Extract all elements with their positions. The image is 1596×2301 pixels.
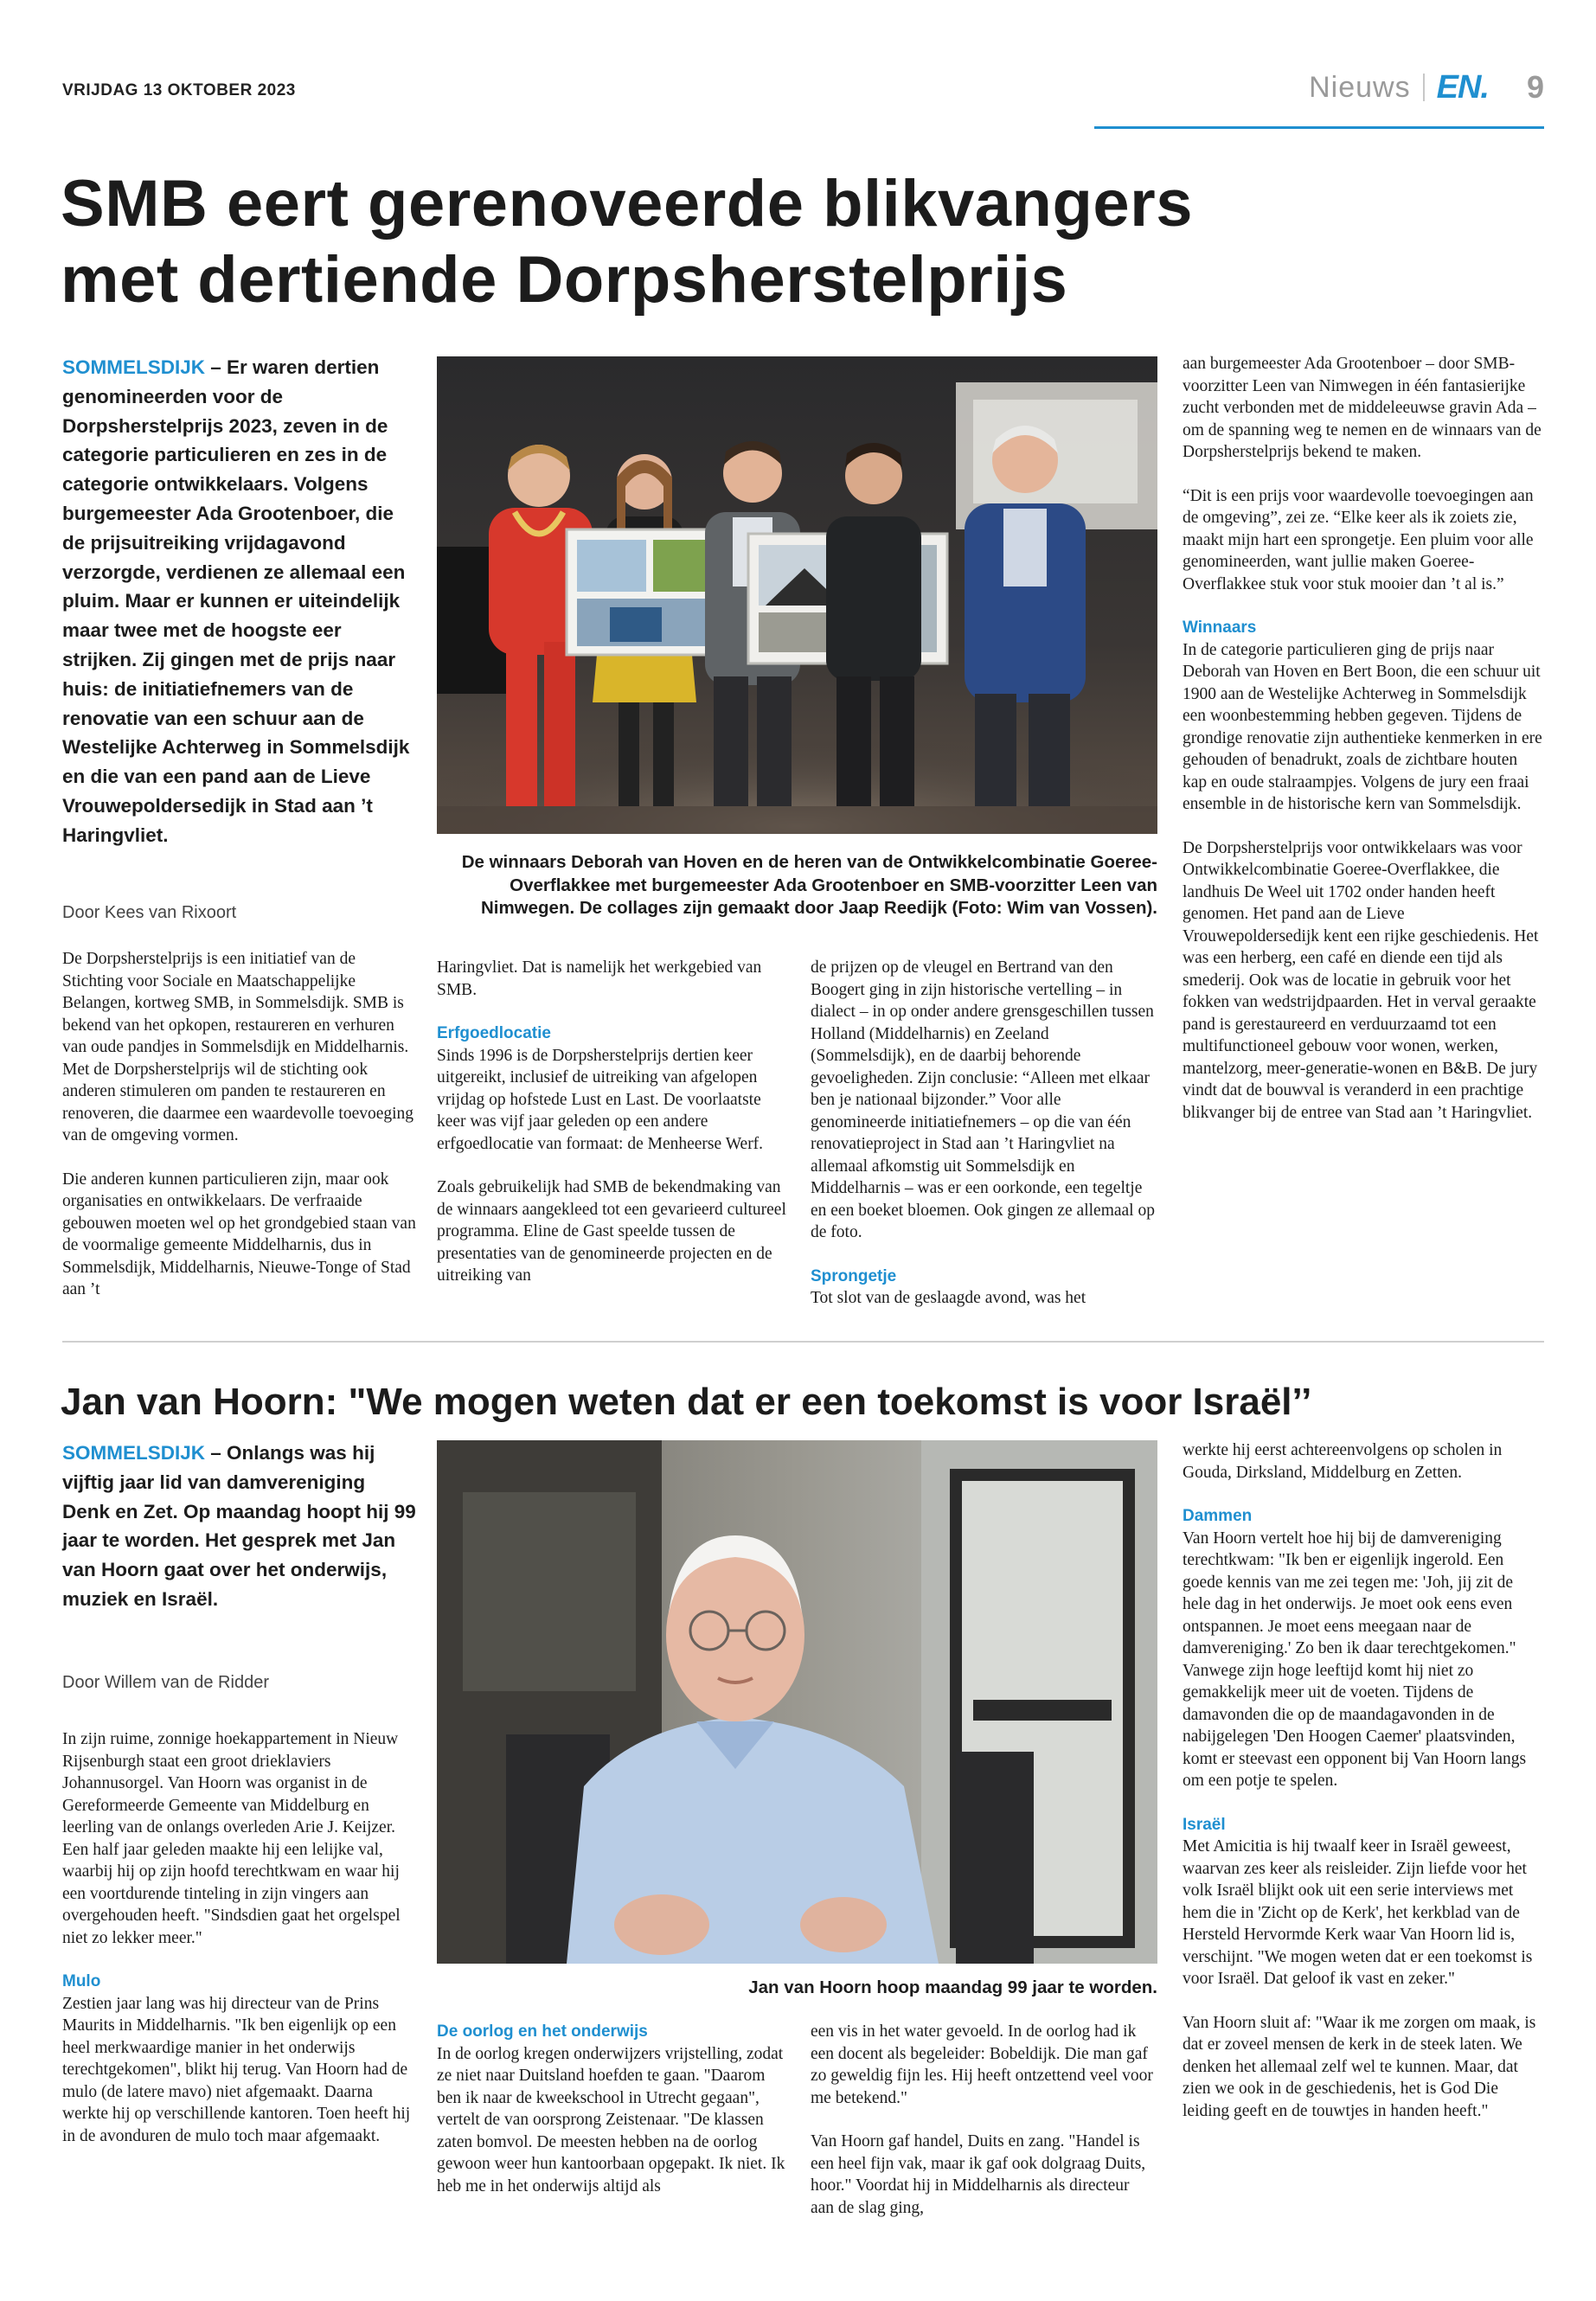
paragraph: Haringvliet. Dat is namelijk het werkgebied van SMB. [437, 958, 762, 999]
article2-column-2 [437, 2021, 790, 2197]
subheading: Erfgoedlocatie [437, 1024, 551, 1042]
page-number: 9 [1526, 69, 1544, 105]
paragraph: Van Hoorn vertelt hoe hij bij de damvereniging terechtkwam: "Ik ben er eigenlijk ingerold. Een goede kennis van me zei tegen me: 'Joh, jij zit de hele dag in het onderwijs. Je moet ook eens even ontspannen. Je moet eens meegaan naar de damvereniging.' Zo ben ik daar terechtgekomen." Vanwege zijn hoge leeftijd komt hij niet zo gemakkelijk meer uit de voeten. Tijdens de damavonden die op de maandagavonden in de nabijgelegen 'Den Hoogen Caemer' plaatsvinden, komt er steevast een opponent bij Van Hoorn langs om een potje te spelen. [1183, 1529, 1527, 1790]
headline-line-2: met dertiende Dorpsherstelprijs [61, 243, 1068, 317]
newspaper-logo: EN. [1436, 68, 1489, 106]
subheading: Mulo [62, 1972, 101, 1990]
header-rule [1094, 126, 1544, 129]
article1-byline: Door Kees van Rixoort [62, 903, 237, 922]
paragraph: In zijn ruime, zonnige hoekappartement in Nieuw Rijsenburgh staat een groot drieklaviers Johannusorgel. Van Hoorn was organist in de Gereformeerde Gemeente van Middelburg en leerling van de onlangs overleden Arie J. Keijzer. Een half jaar geleden maakte hij een lelijke val, waarbij hij op zijn hoofd terechtkwam en waar hij een voortdurende tinteling in zijn vingers aan overgehouden heeft. "Sindsdien gaat het orgelspel niet zo lekker meer." [62, 1730, 401, 1947]
article2-intro [62, 1439, 417, 1614]
article1-intro [62, 353, 417, 850]
subheading: Dammen [1183, 1507, 1253, 1525]
paragraph: Van Hoorn sluit af: "Waar ik me zorgen om maak, is dat er zoveel mensen de kerk in de steek laten. We denken het allemaal zelf wel te kunnen. Maar, dat zien we ook in de geschiedenis, het is God Die leiding geeft en de touwtjes in handen heeft." [1183, 2013, 1536, 2120]
article2-headline: Jan van Hoorn: "We mogen weten dat er een toekomst is voor Israël’’ [61, 1381, 1312, 1423]
paragraph: De Dorpsherstelprijs voor ontwikkelaars was voor Ontwikkelcombinatie Goeree-Overflakkee, die landhuis De Weel uit 1702 onder handen heeft genomen. Het pand aan de Lieve Vrouwepoldersedijk kent een rijke geschiedenis. Het was een herberg, een café en diende een tijd als smederij. Ook was de locatie in gebruik voor het fokken van wedstrijdpaarden. Het in verval geraakte pand is gerestaureerd en verduurzaamd tot een multifunctioneel gebouw voor wonen, werken, mantelzorg, meer-generatie-wonen en B&B. De jury vindt dat de bouwval is veranderd in een prachtige blikvanger bij de entree van Stad aan ’t Haringvliet. [1183, 838, 1539, 1122]
paragraph: een vis in het water gevoeld. In de oorlog had ik een docent als begeleider: Bobeldijk. Die man gaf zo geweldig fijn les. Hij heeft ontzettend veel voor me betekend." [811, 2022, 1153, 2107]
masthead-separator [1423, 74, 1425, 101]
article2-byline: Door Willem van de Ridder [62, 1673, 269, 1692]
article1-column-4 [1183, 353, 1544, 1124]
section-label: Nieuws [1309, 70, 1411, 104]
intro-text: – Onlangs was hij vijftig jaar lid van damvereniging Denk en Zet. Op maandag hoopt hij 99 jaar te worden. Het gesprek met Jan van Hoorn gaat over het onderwijs, muziek en Israël. [62, 1442, 416, 1610]
intro-text: – Er waren dertien genomineerden voor de Dorpsherstelprijs 2023, zeven in de categorie particulieren en zes in de categorie ontwikkelaars. Volgens burgemeester Ada Grootenboer, die de prijsuitreiking vrijdagavond verzorgde, verdienen ze allemaal een pluim. Maar er kunnen er uiteindelijk maar twee met de hoogste eer strijken. Zij gingen met de prijs naar huis: de initiatiefnemers van de renovatie van een schuur aan de Westelijke Achterweg in Sommelsdijk en die van een pand aan de Lieve Vrouwepoldersedijk in Stad aan ’t Haringvliet. [62, 356, 410, 846]
article2-column-3 [811, 2021, 1157, 2219]
dateline: SOMMELSDIJK [62, 1442, 206, 1464]
paragraph: De Dorpsherstelprijs is een initiatief van de Stichting voor Sociale en Maatschappelijke Belangen, kortweg SMB, in Sommelsdijk. SMB is bekend van het opkopen, restaureren en verhuren van oude pandjes in Sommelsdijk en Middelharnis. Met de Dorpsherstelprijs wil de stichting ook anderen stimuleren om panden te restaureren en renoveren, die daarmee een waardevolle toevoeging van de omgeving vormen. [62, 950, 414, 1144]
article1-column-2 [437, 957, 790, 1287]
article2-photo-caption: Jan van Hoorn hoop maandag 99 jaar te worden. [748, 1977, 1157, 1997]
paragraph: In de oorlog kregen onderwijzers vrijstelling, zodat ze niet naar Duitsland hoefden te gaan. "Daarom ben ik naar de kweekschool in Utrecht gegaan", vertelt de van oorsprong Zeistenaar. "De klassen zaten bomvol. De meesten hebben na de oorlog gewoon weer hun kantoorbaan opgepakt. Ik niet. Ik heb me in het onderwijs altijd als [437, 2044, 785, 2195]
article1-photo [437, 356, 1157, 834]
award-ceremony-photo [437, 356, 1157, 834]
article-divider [62, 1341, 1544, 1343]
paragraph: Met Amicitia is hij twaalf keer in Israël geweest, waarvan zes keer als reisleider. Zijn liefde voor het volk Israël blijkt ook uit een serie interviews met hem die in 'Zicht op de Kerk', het kerkblad van de Hersteld Hervormde Kerk waar Van Hoorn lid is, verschijnt. "We mogen weten dat er een toekomst is voor Israël. Dat geloof ik vast en zeker." [1183, 1837, 1533, 1988]
paragraph: werkte hij eerst achtereenvolgens op scholen in Gouda, Dirksland, Middelburg en Zetten. [1183, 1441, 1503, 1482]
article1-column-3 [811, 957, 1157, 1310]
paragraph: Die anderen kunnen particulieren zijn, maar ook organisaties en ontwikkelaars. De verfraaide gebouwen moeten wel op het grondgebied staan van de voormalige gemeente Middelharnis, dus in Sommelsdijk, Middelharnis, Nieuwe-Tonge of Stad aan ’t [62, 1170, 416, 1298]
paragraph: Zestien jaar lang was hij directeur van de Prins Maurits in Middelharnis. "Ik ben eigenlijk op een heel merkwaardige manier in het onderwijs terechtgekomen", blikt hij terug. Van Hoorn had de mulo (de latere mavo) niet afgemaakt. Daarna werkte hij op verschillende kantoren. Toen heeft hij in de avonduren de mulo toch maar afgemaakt. [62, 1994, 411, 2145]
paragraph: Van Hoorn gaf handel, Duits en zang. "Handel is een heel fijn vak, maar ik gaf ook dolgraag Duits, hoor." Voordat hij in Middelharnis als directeur aan de slag ging, [811, 2132, 1146, 2217]
portrait-photo [437, 1440, 1157, 1964]
masthead [1309, 66, 1544, 109]
paragraph: Tot slot van de geslaagde avond, was het [811, 1289, 1086, 1307]
headline-line-1: SMB eert gerenoveerde blikvangers [61, 167, 1194, 240]
paragraph: Zoals gebruikelijk had SMB de bekendmaking van de winnaars aangekleed tot een gevarieerd cultureel programma. Eline de Gast speelde tussen de presentaties van de genomineerde projecten en de uitreiking van [437, 1178, 786, 1285]
article2-column-1 [62, 1728, 417, 2147]
article2-column-4 [1183, 1439, 1544, 2122]
paragraph: Sinds 1996 is de Dorpsherstelprijs dertien keer uitgereikt, inclusief de uitreiking van afgelopen vrijdag op hofstede Lust en Last. De voorlaatste keer was vijf jaar geleden op een andere erfgoedlocatie van formaat: de Menheerse Werf. [437, 1046, 764, 1153]
article1-column-1 [62, 948, 417, 1301]
paragraph: de prijzen op de vleugel en Bertrand van den Boogert ging in zijn historische vertelling – in dialect – in op onder andere grensgeschillen tussen Holland (Middelharnis) en Zeeland (Sommelsdijk), en de daarbij behorende gevoeligheden. Zijn conclusie: “Alleen met elkaar ben je nationaal bijzonder.” Voor alle genomineerde initiatiefnemers – op die van één renovatieproject in Stad aan ’t Haringvliet na allemaal afkomstig uit Sommelsdijk en Middelharnis – was er een oorkonde, een tegeltje en een boeket bloemen. Ook gingen ze allemaal op de foto. [811, 958, 1155, 1241]
subheading: Sprongetje [811, 1266, 897, 1285]
paragraph: aan burgemeester Ada Grootenboer – door SMB-voorzitter Leen van Nimwegen in één fantasierijke zucht verbonden met de middeleeuwse gravin Ada – om de spanning weg te nemen en de winnaars van de Dorpsherstelprijs bekend te maken. [1183, 355, 1542, 461]
dateline: SOMMELSDIJK [62, 356, 206, 378]
article2-photo [437, 1440, 1157, 1964]
paragraph: “Dit is een prijs voor waardevolle toevoegingen aan de omgeving”, zei ze. “Elke keer als ik zoiets zie, maakt mijn hart een sprongetje. Een pluim voor alle genomineerden, want jullie maken Goeree-Overflakkee stuk voor stuk mooier dan ’t al is.” [1183, 486, 1534, 593]
subheading: Israël [1183, 1815, 1226, 1834]
article1-photo-caption: De winnaars Deborah van Hoven en de heren van de Ontwikkelcombinatie Goeree-Overflakkee met burgemeester Ada Grootenboer en SMB-voorzitter Leen van Nimwegen. De collages zijn gemaakt door Jaap Reedijk (Foto: Wim van Vossen). [461, 852, 1157, 918]
paragraph: In de categorie particulieren ging de prijs naar Deborah van Hoven en Bert Boon, die een schuur uit 1900 aan de Westelijke Achterweg in Sommelsdijk een woonbestemming hebben gegeven. Tijdens de grondige renovatie zijn authentieke kenmerken in ere gehouden of benadrukt, zoals de zichtbare houten kap en oude stalraampjes. Volgens de jury een fraai ensemble in de historische kern van Sommelsdijk. [1183, 640, 1542, 813]
subheading: De oorlog en het onderwijs [437, 2022, 648, 2041]
edition-date: VRIJDAG 13 OKTOBER 2023 [62, 81, 296, 99]
article1-headline [61, 166, 1445, 318]
subheading: Winnaars [1183, 619, 1257, 637]
